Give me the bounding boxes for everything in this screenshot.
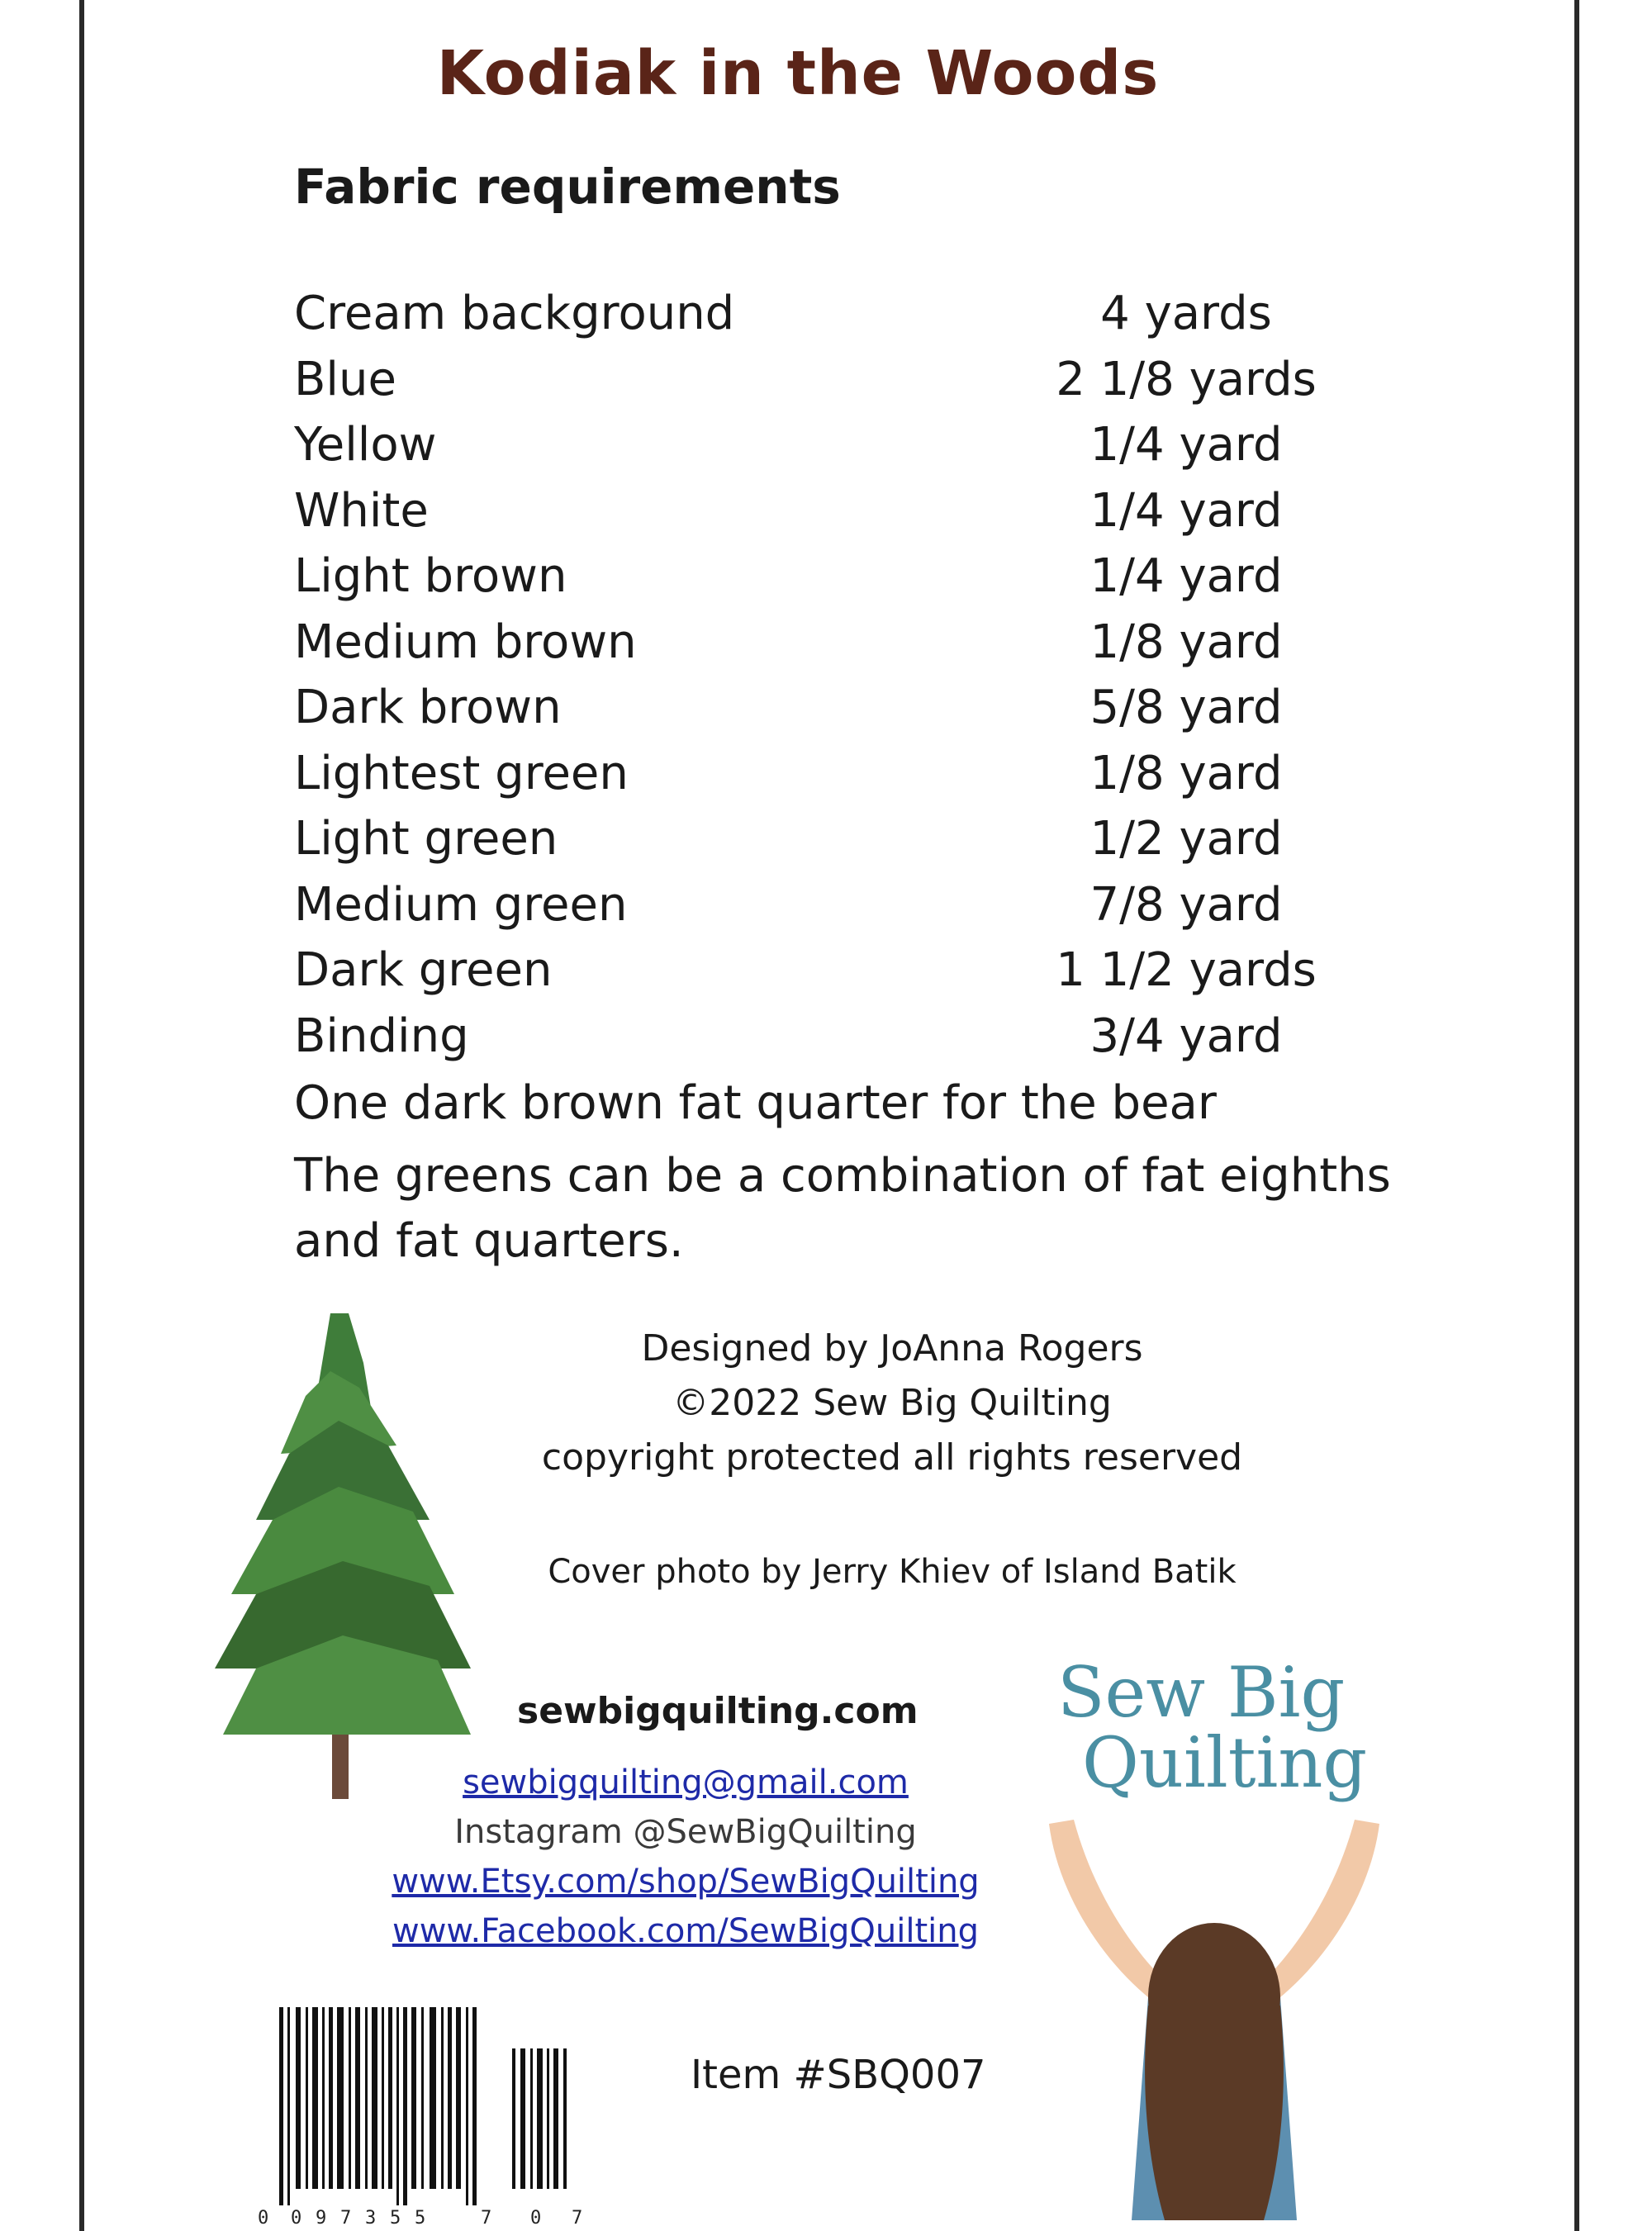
- fabric-name: Medium brown: [294, 615, 637, 669]
- barcode-digit: 7: [481, 2208, 492, 2229]
- list-item: [294, 1004, 1384, 1070]
- list-item: [294, 806, 1384, 872]
- fabric-name: Cream background: [294, 287, 735, 340]
- item-number: Item #SBQ007: [691, 2052, 986, 2098]
- tree-foliage: [215, 1313, 471, 1735]
- list-item: [294, 347, 1384, 413]
- fabric-amount: 7/8 yard: [1089, 877, 1283, 932]
- sew-big-quilting-logo: [1024, 1642, 1404, 2220]
- fabric-amount: 1/4 yard: [1089, 483, 1283, 538]
- fabric-name: Yellow: [294, 418, 437, 472]
- fabric-amount: 1/8 yard: [1089, 746, 1283, 800]
- bear-note: One dark brown fat quarter for the bear: [294, 1076, 1217, 1130]
- fabric-amount: 1/2 yard: [1089, 812, 1283, 866]
- fabric-name: White: [294, 483, 429, 538]
- barcode-digit: 7: [572, 2208, 583, 2229]
- website-label: sewbigquilting.com: [517, 1690, 919, 1732]
- rights-line: copyright protected all rights reserved: [541, 1436, 1243, 1479]
- upc-barcode: [240, 2007, 611, 2231]
- logo-text-line1: Sew Big: [1057, 1652, 1346, 1733]
- list-item: [294, 281, 1384, 347]
- page-border-left: [79, 0, 84, 2231]
- fabric-name: Blue: [294, 352, 396, 406]
- email-link[interactable]: sewbigquilting@gmail.com: [463, 1763, 909, 1801]
- fabric-amount: 1 1/2 yards: [1056, 943, 1317, 997]
- barcode-digit: 3: [365, 2208, 377, 2229]
- fabric-amount: 1/4 yard: [1089, 549, 1283, 603]
- copyright-line: ©2022 Sew Big Quilting: [672, 1382, 1112, 1424]
- fabric-name: Lightest green: [294, 746, 629, 800]
- list-item: [294, 741, 1384, 807]
- barcode-bars: [279, 2007, 567, 2205]
- list-item: [294, 478, 1384, 544]
- fabric-amount: 4 yards: [1100, 287, 1272, 340]
- barcode-digits: [258, 2208, 582, 2229]
- list-item: [294, 544, 1384, 610]
- page-border-right: [1574, 0, 1579, 2231]
- barcode-digit: 7: [340, 2208, 352, 2229]
- instagram-handle: Instagram @SewBigQuilting: [454, 1813, 917, 1851]
- barcode-digit: 9: [316, 2208, 327, 2229]
- fabric-amount: 1/4 yard: [1089, 418, 1283, 472]
- barcode-digit: 0: [530, 2208, 542, 2229]
- pine-tree-illustration: [206, 1313, 479, 1801]
- page-title: Kodiak in the Woods: [436, 38, 1160, 109]
- fabric-amount: 2 1/8 yards: [1056, 352, 1317, 406]
- fabric-amount: 3/4 yard: [1089, 1009, 1283, 1063]
- fabric-amount: 5/8 yard: [1089, 681, 1283, 734]
- fabric-requirements-list: [294, 281, 1384, 1069]
- barcode-digit: 0: [291, 2208, 302, 2229]
- barcode-digit: 0: [258, 2208, 269, 2229]
- fabric-amount: 1/8 yard: [1089, 615, 1283, 669]
- girl-illustration: [1049, 1820, 1379, 2220]
- designer-credit: Designed by JoAnna Rogers: [641, 1327, 1143, 1369]
- barcode-digit: 5: [390, 2208, 401, 2229]
- list-item: [294, 937, 1384, 1004]
- facebook-link[interactable]: www.Facebook.com/SewBigQuilting: [392, 1912, 980, 1950]
- greens-note: The greens can be a combination of fat eighths and fat quarters.: [294, 1149, 1391, 1268]
- cover-photo-credit: Cover photo by Jerry Khiev of Island Batik: [548, 1553, 1237, 1591]
- fabric-name: Medium green: [294, 877, 628, 932]
- list-item: [294, 412, 1384, 478]
- fabric-name: Binding: [294, 1009, 469, 1063]
- fabric-name: Dark brown: [294, 681, 562, 734]
- list-item: [294, 610, 1384, 676]
- section-heading: Fabric requirements: [294, 159, 841, 215]
- logo-text-line2: Quilting: [1082, 1722, 1368, 1803]
- fabric-name: Light green: [294, 812, 558, 866]
- contact-links: [363, 1758, 1008, 1956]
- etsy-link[interactable]: www.Etsy.com/shop/SewBigQuilting: [392, 1863, 980, 1901]
- fabric-name: Light brown: [294, 549, 567, 603]
- fabric-name: Dark green: [294, 943, 553, 997]
- list-item: [294, 675, 1384, 741]
- list-item: [294, 872, 1384, 938]
- barcode-digit: 5: [415, 2208, 426, 2229]
